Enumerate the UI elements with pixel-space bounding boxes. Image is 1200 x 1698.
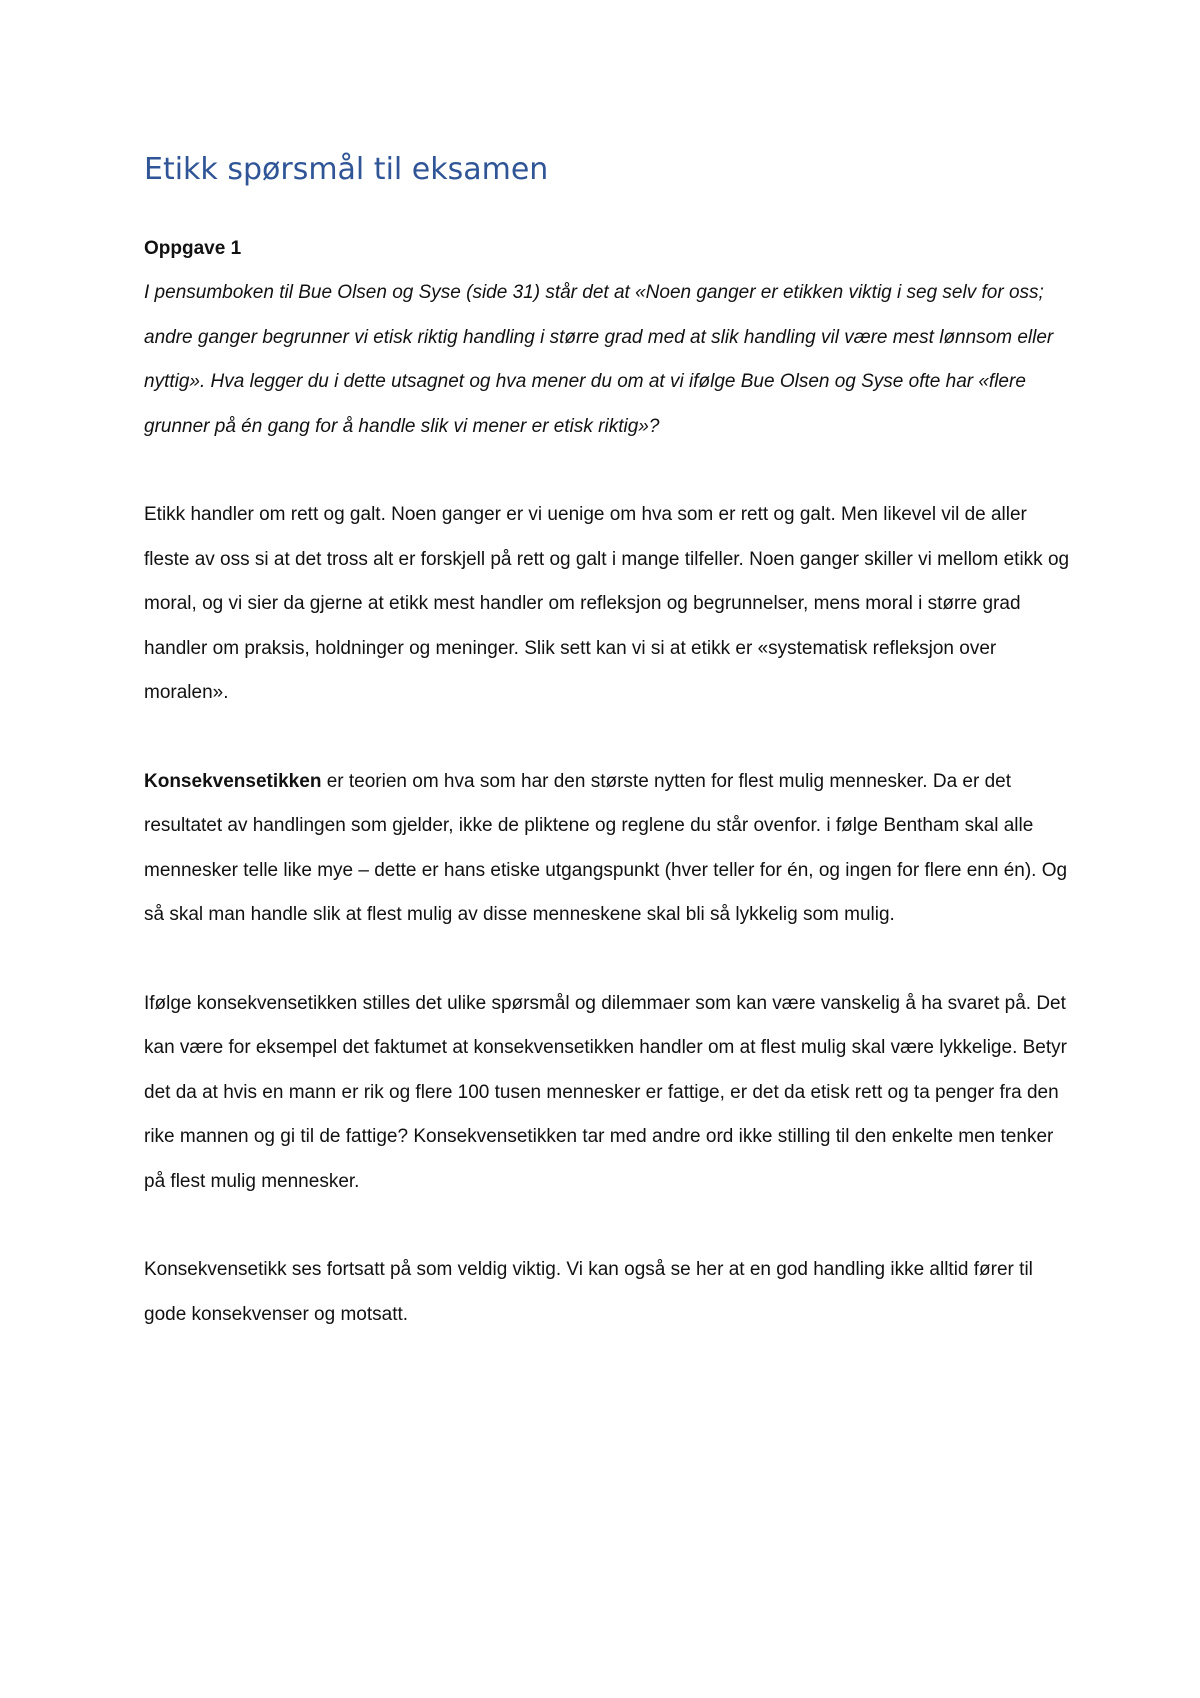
paragraph-dilemmas: Ifølge konsekvensetikken stilles det ulike spørsmål og dilemmaer som kan være vanskelig å ha svaret på. Det kan være for eksempel det faktumet at konsekvensetikken handler om at flest mulig skal være lykkelige. Betyr det da at hvis en mann er rik og flere 100 tusen mennesker er fattige, er det da etisk rett og ta penger fra den rike mannen og gi til de fattige? Konsekvensetikken tar med andre ord ikke stilling til den enkelte men tenker på flest mulig mennesker. [144, 992, 1067, 1192]
paragraph-conclusion: Konsekvensetikk ses fortsatt på som veldig viktig. Vi kan også se her at en god handling ikke alltid fører til gode konsekvenser og motsatt. [144, 1259, 1033, 1325]
paragraph-consequentialism [144, 760, 1072, 938]
document-page [144, 150, 1072, 1381]
task-heading: Oppgave 1 [144, 238, 242, 259]
document-title: Etikk spørsmål til eksamen [144, 152, 549, 187]
paragraph-ethics-definition: Etikk handler om rett og galt. Noen ganger er vi uenige om hva som er rett og galt. Men likevel vil de aller fleste av oss si at det tross alt er forskjell på rett og galt i mange tilfeller. Noen ganger skiller vi mellom etikk og moral, og vi sier da gjerne at etikk mest handler om refleksjon og begrunnelser, mens moral i større grad handler om praksis, holdninger og meninger. Slik sett kan vi si at etikk er «systematisk refleksjon over moralen». [144, 504, 1070, 703]
term-konsekvensetikken: Konsekvensetikken [144, 770, 322, 792]
paragraph-consequentialism-text: er teorien om hva som har den største nytten for flest mulig mennesker. Da er det resultatet av handlingen som gjelder, ikke de pliktene og reglene du står ovenfor. i følge Bentham skal alle mennesker telle like mye – dette er hans etiske utgangspunkt (hver teller for én, og ingen for flere enn én). Og så skal man handle slik at flest mulig av disse menneskene skal bli så lykkelig som mulig. [144, 770, 1068, 925]
exam-question: I pensumboken til Bue Olsen og Syse (side 31) står det at «Noen ganger er etikken viktig i seg selv for oss; andre ganger begrunner vi etisk riktig handling i større grad med at slik handling vil være mest lønnsom eller nyttig». Hva legger du i dette utsagnet og hva mener du om at vi ifølge Bue Olsen og Syse ofte har «flere grunner på én gang for å handle slik vi mener er etisk riktig»? [144, 282, 1054, 437]
